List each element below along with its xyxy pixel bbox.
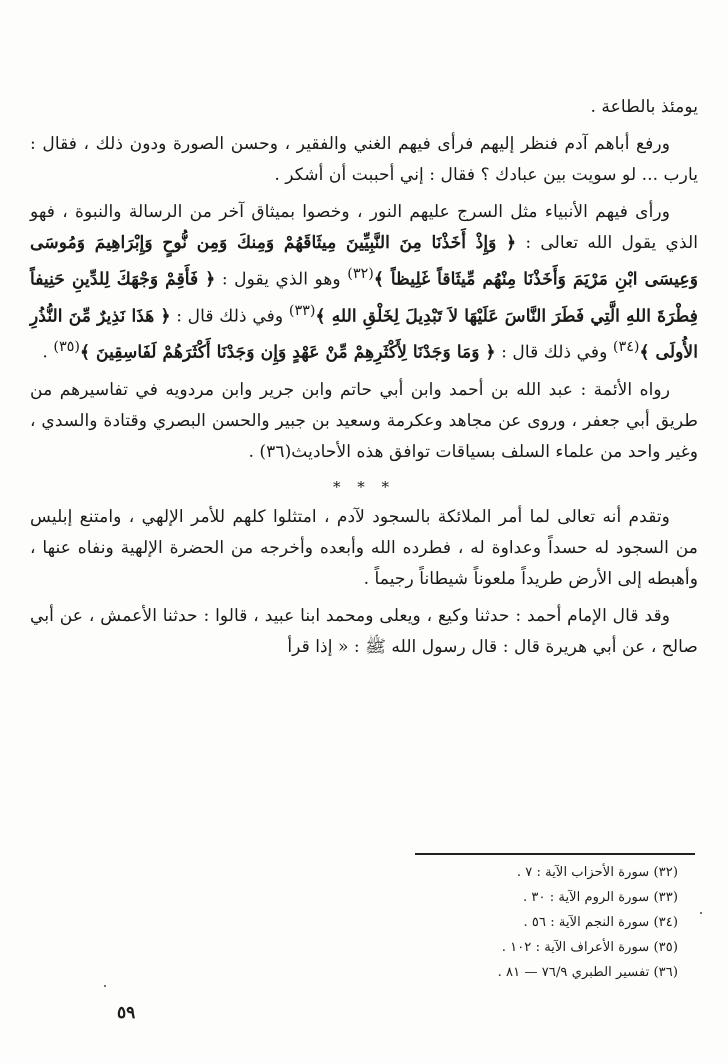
footnote-item: (٣٥) سورة الأعراف الآية : ١٠٢ . [501, 940, 678, 955]
text-segment: وهو الذي يقول : [215, 269, 348, 290]
footnote-ref-33: (٣٣) [288, 302, 316, 319]
quran-verse-araf: ﴿ وَمَا وَجَدْنَا لِأَكْثَرِهِمْ مِّنْ عَهْدٍ وَإِن وَجَدْنَا أَكْثَرَهُمْ لَفَاسِقِينَ ﴾ [79, 343, 496, 364]
scan-speck [104, 985, 106, 987]
footnote-ref-34: (٣٤) [612, 339, 640, 356]
paragraph-prophets-covenant [30, 197, 698, 369]
footnote-item: (٣٣) سورة الروم الآية : ٣٠ . [523, 890, 678, 905]
text-segment: ورأى فيهم الأنبياء مثل السرج عليهم النور ، وخصوا بميثاق آخر من الرسالة والنبوة ، فهو الذي يقول الله تعالى : [30, 202, 698, 253]
quran-verse-rum: ﴿ فَأَقِمْ وَجْهَكَ لِلدِّينِ حَنِيفاً فِطْرَةَ اللهِ الَّتِي فَطَرَ النَّاسَ عَلَيْهَا لاَ تَبْدِيلَ لِخَلْقِ اللهِ ﴾ [30, 269, 698, 327]
text-segment: وفي ذلك قال : [495, 343, 613, 364]
footnote-item: (٣٦) تفسير الطبري ٧٦/٩ — ٨١ . [497, 965, 678, 980]
footnote-item: (٣٤) سورة النجم الآية : ٥٦ . [523, 915, 678, 930]
quran-verse-najm: ﴿ هَذَا نَذِيرٌ مِّنَ النُّذُرِ الأُولَى ﴾ [30, 306, 698, 364]
paragraph-narrators: رواه الأئمة : عبد الله بن أحمد وابن أبي حاتم وابن جرير وابن مردويه في تفاسيرهم من طريق أبي جعفر ، وروى عن مجاهد وعكرمة وسعيد بن جبير والحسن البصري وقتادة والسدي ، وغير واحد من علماء السلف بسياقات توافق هذه الأحاديث(٣٦) . [30, 380, 698, 463]
footnotes-list [498, 860, 678, 985]
text-segment: . [42, 343, 54, 364]
quran-verse-ahzab: ﴿ وَإِذْ أَخَذْنَا مِنَ النَّبِيِّينَ مِيثَاقَهُمْ وَمِنكَ وَمِن نُّوحٍ وَإِبْرَاهِيمَ وَمُوسَى وَعِيسَى ابْنِ مَرْيَمَ وَأَخَذْنَا مِنْهُم مِّيثَاقاً غَلِيظاً ﴾ [30, 233, 698, 290]
page-number: ٥٩ [117, 1003, 136, 1023]
section-divider: * * * [332, 478, 396, 497]
page-body [30, 92, 698, 663]
footnote-item: (٣٢) سورة الأحزاب الآية : ٧ . [516, 865, 678, 880]
scan-speck [700, 912, 702, 914]
footnotes-separator [415, 853, 695, 855]
footnote-ref-32: (٣٢) [347, 266, 374, 282]
paragraph-hadith: وقد قال الإمام أحمد : حدثنا وكيع ، ويعلى ومحمد ابنا عبيد ، قالوا : حدثنا الأعمش ، عن أبي صالح ، عن أبي هريرة قال : قال رسول الله ﷺ : « إذا قرأ [30, 606, 698, 658]
text-segment: وفي ذلك قال : [170, 306, 289, 327]
paragraph-adam-offspring: ورفع أباهم آدم فنظر إليهم فرأى فيهم الغني والفقير ، وحسن الصورة ودون ذلك ، فقال : يارب ... لو سويت بين عبادك ؟ فقال : إني أحببت أن أشكر . [30, 134, 698, 185]
footnote-ref-35: (٣٥) [53, 339, 80, 356]
paragraph-iblis: وتقدم أنه تعالى لما أمر الملائكة بالسجود لآدم ، امتثلوا كلهم للأمر الإلهي ، وامتنع إبليس من السجود له حسداً وعداوة له ، فطرده الله وأبعده وأخرجه من الحضرة الإلهية ونفاه عنها ، وأهبطه إلى الأرض طريداً ملعوناً شيطاناً رجيماً . [30, 507, 698, 590]
paragraph-continuation: يومئذ بالطاعة . [590, 97, 698, 117]
